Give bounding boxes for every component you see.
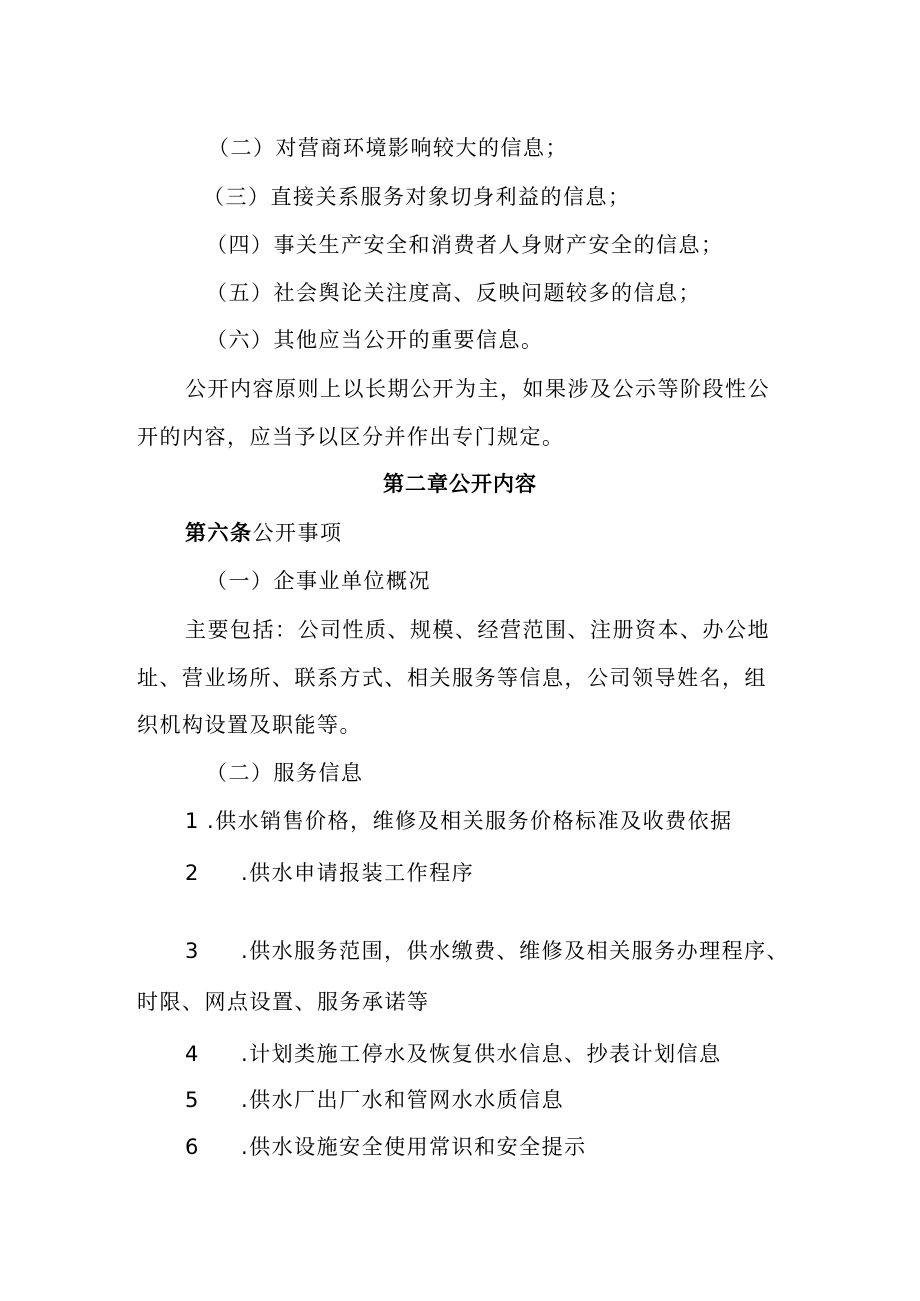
article-title: 公开事项 bbox=[252, 521, 343, 545]
list-item bbox=[185, 1132, 587, 1162]
list-item bbox=[185, 858, 474, 888]
chapter-title: 第二章公开内容 bbox=[383, 472, 537, 496]
paragraph-line: 开的内容，应当予以区分并作出专门规定。 bbox=[137, 425, 565, 449]
list-item bbox=[185, 936, 789, 966]
list-item-text: .计划类施工停水及恢复供水信息、抄表计划信息 bbox=[241, 1042, 722, 1066]
list-item-text: .供水设施安全使用常识和安全提示 bbox=[241, 1135, 587, 1159]
list-item-continuation: 时限、网点设置、服务承诺等 bbox=[137, 990, 430, 1014]
section-title: （一）企事业单位概况 bbox=[206, 569, 431, 593]
list-item-number: 4 bbox=[185, 1042, 200, 1066]
list-item-number: 3 bbox=[185, 939, 200, 963]
list-item-text: .供水厂出厂水和管网水水质信息 bbox=[241, 1088, 565, 1112]
list-item-number: 1 bbox=[185, 809, 200, 833]
paragraph-line: 公开内容原则上以长期公开为主，如果涉及公示等阶段性公 bbox=[185, 377, 770, 401]
list-item-text: .供水销售价格，维修及相关服务价格标准及收费依据 bbox=[207, 809, 733, 833]
list-item-number: 6 bbox=[185, 1135, 200, 1159]
section-title: （二）服务信息 bbox=[206, 761, 364, 785]
list-item-number: 2 bbox=[185, 861, 200, 885]
list-item bbox=[185, 806, 733, 836]
list-item-number: 5 bbox=[185, 1088, 200, 1112]
article-heading bbox=[185, 518, 343, 548]
list-item: （二）对营商环境影响较大的信息； bbox=[208, 136, 568, 160]
paragraph-line: 址、营业场所、联系方式、相关服务等信息，公司领导姓名，组 bbox=[137, 666, 767, 690]
paragraph-line: 主要包括：公司性质、规模、经营范围、注册资本、办公地 bbox=[185, 618, 770, 642]
list-item bbox=[185, 1039, 722, 1069]
list-item: （六）其他应当公开的重要信息。 bbox=[206, 328, 544, 352]
list-item bbox=[185, 1085, 564, 1115]
list-item: （三）直接关系服务对象切身利益的信息； bbox=[203, 185, 631, 209]
paragraph-line: 织机构设置及职能等。 bbox=[137, 713, 362, 737]
list-item-text: .供水申请报装工作程序 bbox=[241, 861, 475, 885]
article-label: 第六条 bbox=[185, 521, 253, 545]
list-item: （四）事关生产安全和消费者人身财产安全的信息； bbox=[206, 233, 724, 257]
list-item-text: .供水服务范围，供水缴费、维修及相关服务办理程序、 bbox=[241, 939, 790, 963]
list-item: （五）社会舆论关注度高、反映问题较多的信息； bbox=[206, 281, 701, 305]
